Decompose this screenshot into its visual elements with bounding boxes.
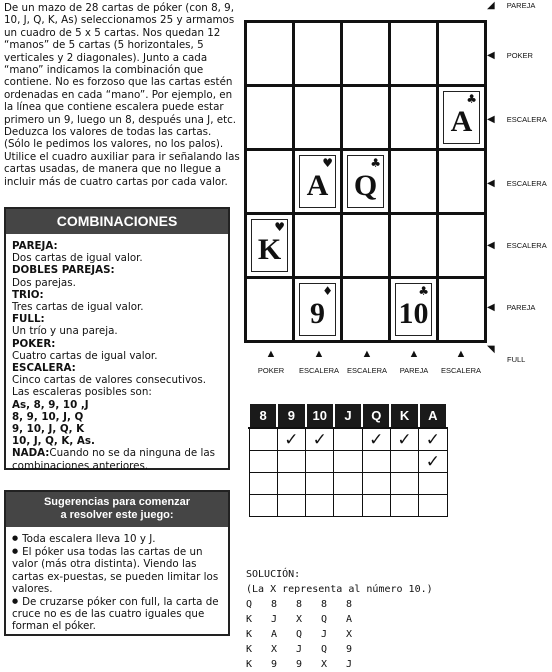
card-rank: 10 bbox=[398, 297, 429, 330]
hint-item: ● El póker usa todas las cartas de un valor (más otra distinta). Viendo las cartas ex-puestas, se pueden limitar los valores. bbox=[12, 545, 224, 595]
board-cell bbox=[247, 23, 292, 84]
board-cell bbox=[391, 23, 436, 84]
board-cell bbox=[439, 23, 484, 84]
aux-header-row bbox=[249, 403, 447, 428]
board-cell bbox=[247, 279, 292, 340]
card-board bbox=[244, 20, 487, 343]
aux-cell[interactable] bbox=[419, 473, 447, 495]
aux-cell[interactable]: ✓ bbox=[390, 428, 418, 451]
solution-cell: J bbox=[346, 659, 353, 670]
row-label-2: ◀ ESCALERA bbox=[487, 114, 547, 125]
combo-poker: POKER: Cuatro cartas de igual valor. bbox=[12, 337, 158, 362]
col-label-5: ▲ ESCALERA bbox=[431, 348, 491, 375]
diagonal-label: ◢ PAREJA bbox=[487, 0, 536, 11]
card-rank: A bbox=[450, 105, 473, 138]
solution-cell: 9 bbox=[296, 659, 303, 670]
aux-header-cell: 8 bbox=[249, 403, 277, 428]
suit-icon: ♦ bbox=[322, 284, 333, 298]
arrow-icon: ◢ bbox=[487, 0, 495, 11]
solution-grid bbox=[246, 597, 433, 672]
board-cell bbox=[343, 279, 388, 340]
aux-cell[interactable] bbox=[277, 451, 305, 473]
playing-card bbox=[347, 155, 384, 208]
aux-cell[interactable] bbox=[277, 473, 305, 495]
solution-cell: Q bbox=[296, 629, 303, 640]
aux-row bbox=[249, 451, 447, 473]
board-cell bbox=[391, 87, 436, 148]
board-cell bbox=[439, 87, 484, 148]
aux-cell[interactable] bbox=[249, 451, 277, 473]
combo-escalera: ESCALERA: Cinco cartas de valores consecutivos. Las escaleras posibles son: bbox=[12, 362, 206, 399]
board-cell bbox=[343, 23, 388, 84]
combo-nada: NADA:Cuando no se da ninguna de las combinaciones anteriores. bbox=[12, 447, 216, 472]
combo-full: FULL: Un trío y una pareja. bbox=[12, 313, 118, 338]
solution-cell: 8 bbox=[346, 599, 353, 610]
board-cell bbox=[295, 23, 340, 84]
aux-cell[interactable] bbox=[334, 495, 362, 517]
aux-cell[interactable]: ✓ bbox=[277, 428, 305, 451]
board-cell bbox=[391, 279, 436, 340]
solution-note: (La X representa al número 10.) bbox=[246, 584, 433, 595]
aux-cell[interactable] bbox=[249, 473, 277, 495]
solution-cell: X bbox=[346, 629, 353, 640]
aux-cell[interactable] bbox=[334, 451, 362, 473]
board-cell bbox=[391, 215, 436, 276]
arrow-icon: ◀ bbox=[487, 240, 495, 251]
solution-cell: Q bbox=[246, 599, 253, 610]
solution-cell: K bbox=[246, 659, 253, 670]
solution-cell: 9 bbox=[271, 659, 278, 670]
solution-cell: J bbox=[271, 614, 278, 625]
arrow-icon: ◀ bbox=[487, 114, 495, 125]
board-cell bbox=[439, 215, 484, 276]
straight-list bbox=[12, 399, 224, 448]
board-cell bbox=[295, 151, 340, 212]
playing-card bbox=[251, 219, 288, 272]
aux-cell[interactable]: ✓ bbox=[419, 451, 447, 473]
solution-cell: A bbox=[271, 629, 278, 640]
combo-dobles-parejas: DOBLES PAREJAS: Dos parejas. bbox=[12, 264, 115, 289]
aux-row bbox=[249, 495, 447, 517]
aux-cell[interactable] bbox=[419, 495, 447, 517]
card-rank: 9 bbox=[310, 297, 325, 330]
hints-list bbox=[6, 527, 228, 633]
board-cell bbox=[247, 151, 292, 212]
hint-item: ● Toda escalera lleva 10 y J. bbox=[12, 532, 224, 545]
solution-cell: A bbox=[346, 614, 353, 625]
solution-cell: J bbox=[321, 629, 328, 640]
aux-row bbox=[249, 428, 447, 451]
arrow-icon: ◥ bbox=[487, 344, 495, 355]
board-cell bbox=[343, 215, 388, 276]
suit-icon: ♣ bbox=[466, 92, 477, 106]
aux-cell[interactable] bbox=[306, 473, 334, 495]
col-label-1: ▲ POKER bbox=[241, 348, 301, 375]
arrow-icon: ▲ bbox=[408, 348, 420, 360]
solution-cell: Q bbox=[321, 614, 328, 625]
aux-cell[interactable] bbox=[249, 495, 277, 517]
hints-panel bbox=[4, 490, 230, 636]
col-label-4: ▲ PAREJA bbox=[384, 348, 444, 375]
col-label-2: ▲ ESCALERA bbox=[289, 348, 349, 375]
solution-cell: 8 bbox=[321, 599, 328, 610]
solution-cell: X bbox=[271, 644, 278, 655]
board-cell bbox=[439, 279, 484, 340]
board-cell bbox=[295, 279, 340, 340]
aux-cell[interactable] bbox=[362, 495, 390, 517]
aux-row bbox=[249, 473, 447, 495]
solution-cell: X bbox=[321, 659, 328, 670]
auxiliary-table bbox=[248, 402, 448, 517]
aux-cell[interactable] bbox=[390, 451, 418, 473]
aux-header-cell: 9 bbox=[277, 403, 305, 428]
aux-header-cell: K bbox=[390, 403, 418, 428]
combo-pareja: PAREJA: Dos cartas de igual valor. bbox=[12, 240, 143, 265]
suit-icon: ♥ bbox=[274, 220, 285, 234]
aux-header-cell: Q bbox=[362, 403, 390, 428]
playing-card bbox=[395, 283, 432, 336]
board-cell bbox=[295, 87, 340, 148]
combo-trio: TRIO: Tres cartas de igual valor. bbox=[12, 288, 144, 314]
straight-3: 9, 10, J, Q, K bbox=[12, 423, 85, 436]
arrow-icon: ▲ bbox=[265, 348, 277, 360]
aux-header-cell: A bbox=[419, 403, 447, 428]
col-label-3: ▲ ESCALERA bbox=[337, 348, 397, 375]
suit-icon: ♣ bbox=[370, 156, 381, 170]
arrow-icon: ◀ bbox=[487, 50, 495, 61]
row-label-3: ◀ ESCALERA bbox=[487, 178, 547, 189]
card-rank: A bbox=[306, 169, 329, 202]
arrow-icon: ▲ bbox=[455, 348, 467, 360]
solution-cell: 8 bbox=[296, 599, 303, 610]
aux-cell[interactable] bbox=[249, 428, 277, 451]
solution-cell: K bbox=[246, 629, 253, 640]
combinations-panel bbox=[4, 207, 230, 470]
combinations-list bbox=[6, 234, 228, 472]
aux-cell[interactable] bbox=[390, 473, 418, 495]
solution-cell: X bbox=[296, 614, 303, 625]
solution-block bbox=[246, 567, 433, 672]
playing-card bbox=[299, 283, 336, 336]
aux-cell[interactable] bbox=[306, 495, 334, 517]
aux-cell[interactable]: ✓ bbox=[306, 428, 334, 451]
row-label-4: ◀ ESCALERA bbox=[487, 240, 547, 251]
hints-title: Sugerencias para comenzar a resolver este juego: bbox=[6, 492, 228, 527]
combinations-title: COMBINACIONES bbox=[6, 209, 228, 234]
board-cell bbox=[247, 215, 292, 276]
aux-cell[interactable] bbox=[277, 495, 305, 517]
suit-icon: ♣ bbox=[418, 284, 429, 298]
board-cell bbox=[247, 87, 292, 148]
anti-diagonal-label: ◥ FULL bbox=[487, 344, 526, 364]
straight-2: 8, 9, 10, J, Q bbox=[12, 410, 84, 423]
board-cell bbox=[439, 151, 484, 212]
aux-cell[interactable] bbox=[306, 451, 334, 473]
aux-cell[interactable] bbox=[362, 473, 390, 495]
intro-text: De un mazo de 28 cartas de póker (con 8, 9, 10, J, Q, K, As) seleccionamos 25 y armamos un cuadro de 5 x 5 cartas. Nos quedan 12 “manos” de 5 cartas (5 horizontales, 5 verticales y 2 diagonales). Junto a cada “mano” indicamos la combinación que contiene. No es forzoso que las cartas estén ordenadas en cada “mano”. Por ejemplo, en la línea que contiene escalera puede estar primero un 9, luego un 8, después una J, etc. Deduzca los valores de todas las cartas. (Sólo le pedimos los valores, no los palos). Utilice el cuadro auxiliar para ir señalando las cartas usadas, de manera que no llegue a incluir más de cuatro cartas por cada valor. bbox=[4, 2, 240, 188]
aux-cell[interactable]: ✓ bbox=[362, 428, 390, 451]
straight-1: As, 8, 9, 10 ,J bbox=[12, 398, 89, 411]
board-cell bbox=[343, 87, 388, 148]
arrow-icon: ▲ bbox=[313, 348, 325, 360]
solution-cell: 9 bbox=[346, 644, 353, 655]
solution-cell: K bbox=[246, 644, 253, 655]
aux-header-cell: 10 bbox=[306, 403, 334, 428]
straight-4: 10, J, Q, K, As. bbox=[12, 435, 95, 448]
playing-card bbox=[443, 91, 480, 144]
board-cell bbox=[295, 215, 340, 276]
suit-icon: ♥ bbox=[322, 156, 333, 170]
solution-cell: Q bbox=[321, 644, 328, 655]
board-cell bbox=[343, 151, 388, 212]
solution-cell: J bbox=[296, 644, 303, 655]
card-rank: K bbox=[257, 233, 282, 266]
card-rank: Q bbox=[353, 169, 378, 202]
aux-cell[interactable] bbox=[334, 473, 362, 495]
aux-cell[interactable] bbox=[390, 495, 418, 517]
aux-cell[interactable] bbox=[362, 451, 390, 473]
arrow-icon: ▲ bbox=[361, 348, 373, 360]
solution-cell: K bbox=[246, 614, 253, 625]
playing-card bbox=[299, 155, 336, 208]
aux-header-cell: J bbox=[334, 403, 362, 428]
aux-cell[interactable]: ✓ bbox=[419, 428, 447, 451]
solution-cell: 8 bbox=[271, 599, 278, 610]
solution-title: SOLUCIÓN: bbox=[246, 569, 301, 580]
aux-cell[interactable] bbox=[334, 428, 362, 451]
arrow-icon: ◀ bbox=[487, 302, 495, 313]
board-cell bbox=[391, 151, 436, 212]
row-label-5: ◀ PAREJA bbox=[487, 302, 536, 313]
row-label-1: ◀ POKER bbox=[487, 50, 533, 61]
hint-item: ● De cruzarse póker con full, la carta de cruce no es de las cuatro iguales que forman el póker. bbox=[12, 595, 224, 633]
arrow-icon: ◀ bbox=[487, 178, 495, 189]
